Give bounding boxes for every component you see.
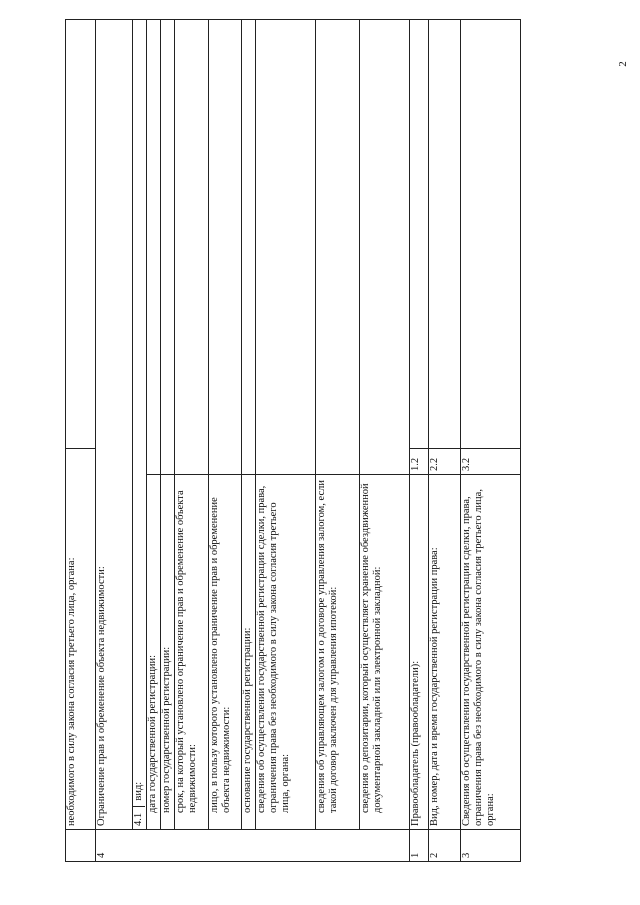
row-number [66, 830, 96, 862]
table-row [429, 19, 461, 861]
row-label: сведения об управляющем залогом и о договоре управления залогом, если такой договор заключен для управления ипотекой: [316, 475, 360, 830]
page-number: 2 [616, 61, 629, 67]
row-value [360, 19, 410, 474]
table-row [147, 19, 161, 861]
rotated-page-content [65, 20, 496, 862]
row-value [429, 19, 461, 448]
row-label: Правообладатель (правообладатели): [410, 475, 429, 830]
row-value [147, 19, 161, 474]
row-label: номер государственной регистрации: [161, 475, 175, 830]
row-code: 2.2 [429, 448, 461, 474]
subsection-row [133, 19, 147, 829]
table-row [316, 19, 360, 861]
row-label: основание государственной регистрации: [242, 475, 256, 830]
row-value [66, 19, 96, 448]
row-label: лицо, в пользу которого установлено ограничение прав и обременение объекта недвижимости: [209, 475, 242, 830]
row-number: 2 [429, 830, 461, 862]
table-row [175, 19, 209, 861]
row-label: Сведения об осуществлении государственной регистрации сделки, права, ограничения права без необходимого в силу закона согласия третьего лица, органа: [461, 475, 521, 830]
row-value [461, 19, 521, 448]
table-row [161, 19, 175, 861]
row-value [161, 19, 175, 474]
row-label: Вид, номер, дата и время государственной регистрации права: [429, 475, 461, 830]
row-value [209, 19, 242, 474]
egrn-extract-table [65, 19, 521, 862]
row-label: необходимого в силу закона согласия третьего лица, органа: [66, 448, 96, 829]
row-value [410, 19, 429, 448]
table-row [209, 19, 242, 861]
subsection-number: 4.1 [133, 812, 144, 826]
row-value [256, 19, 316, 474]
row-label: сведения об осуществлении государственной регистрации сделки, права, ограничения права без необходимого в силу закона согласия третьего лица, органа: [256, 475, 316, 830]
row-value [175, 19, 209, 474]
table-row [360, 19, 410, 861]
table-row [66, 19, 96, 861]
row-label: сведения о депозитарии, который осуществляет хранение обездвиженной документарной закладной или электронной закладной: [360, 475, 410, 830]
row-number: 3 [461, 830, 521, 862]
row-number: 4 [96, 830, 410, 862]
table-row [242, 19, 256, 861]
table-row [410, 19, 429, 861]
row-label: дата государственной регистрации: [147, 475, 161, 830]
table-row [96, 19, 133, 861]
section-heading: Ограничение прав и обременение объекта недвижимости: [96, 19, 133, 829]
row-value [242, 19, 256, 474]
table-row [133, 19, 147, 861]
row-label: срок, на который установлено ограничение прав и обременение объекта недвижимости: [175, 475, 209, 830]
row-number: 1 [410, 830, 429, 862]
subsection-label: вид: [133, 781, 144, 801]
row-code: 1.2 [410, 448, 429, 474]
row-code: 3.2 [461, 448, 521, 474]
row-value [316, 19, 360, 474]
table-row [256, 19, 316, 861]
table-row [461, 19, 521, 861]
